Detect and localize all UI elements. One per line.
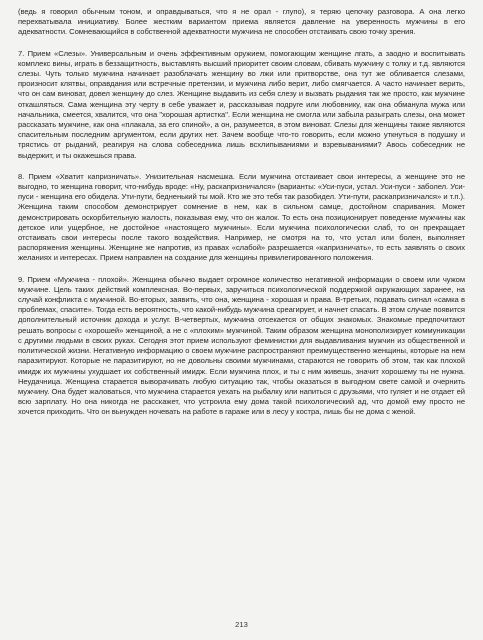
page-number: 213 <box>235 620 248 629</box>
paragraph-man-is-bad: 9. Прием «Мужчина - плохой». Женщина обычно выдает огромное количество негативной информации о своем или чужом мужчине. Цель таких действий комплексная. Во-первых, заручиться психологической поддержкой окружающих заранее, на случай конфликта с мужчиной. Во-вторых, заявить, что она, женщина - хорошая и права. В-третьих, подавать сигнал «самка в проблемах, спасите». Тогда есть вероятность, что какой-нибудь мужчина среагирует, и начнет спасать. В этом случае появится дополнительный источник дохода и услуг. В-четвертых, мужчина отсекается от общих знакомых. Знакомые предпочитают решать вопросы с «хорошей» женщиной, а не с «плохим» мужчиной. Таким образом женщина монополизирует коммуникации с другими людьми в своих руках. Сегодня этот прием используют феминистки для выдавливания мужчин из общественной и политической жизни. Негативную информацию о своем мужчине распространяют преимущественно женщины, которые на нем паразитируют. Которые не паразитируют, но не довольны своими мужчинами, стараются не говорить об этом, так как плохой имидж их мужчины ухудшает их собственный имидж. Если мужчина плох, и ты с ним живешь, значит хорошему ты не нужна. Неудачница. Женщина старается выворачивать любую ситуацию так, чтобы оказаться в выгодном свете самой и очернить мужчину. Она будет жаловаться, что мужчина старается уехать на рыбалку или напиться с друзьями, что гуляет и не отдает ей всю зарплату. Но она никогда не расскажет, что устроила ему дома такой психологический ад, что домой ему просто не хочется приходить. Что он вынужден ночевать на работе в гараже или в лесу у костра, лишь бы не дома с женой. <box>18 274 465 417</box>
paragraph-stop-whining: 8. Прием «Хватит капризничать». Унизительная насмешка. Если мужчина отстаивает свои интересы, а женщине это не выгодно, то женщина говорит, что-нибудь вроде: «Ну, раскапризничался» (варианты: «Уси-пуси, устал. Уси-пуси - заболел. Уси-пуси - женщина его обидела. Ути-пути, бедненький ты мой. Кто же это тебя так разобидел. Ути-пути, раскапризничался» и т.п.). Женщина таким способом демонстрирует сомнение в нем, как в сильном самце, достойном спаривания. Может демонстрировать оскорбительную жалость, показывая ему, что он жалок. То есть она позиционирует поведение мужчины как детское или ущербное, не достойное «настоящего мужчины». Если мужчина психологически слаб, то он прекращает отстаивать свои интересы после такого воздействия. Например, не смотря на то, что устал или болен, выполняет распоряжения женщины. Женщине же напротив, из правах «слабой» разрешается «капризничать», то есть заявлять о своих желаниях и интересах. Прием направлен на создание для женщины привилегированного положения. <box>18 171 465 263</box>
paragraph-continuation: (ведь я говорил обычным тоном, и оправдываться, что я не орал - глупо), я теряю цепочку разговора. А она легко перехватывала инициативу. Более жестким вариантом приема является давление на уверенность мужчины в его адекватности. Сомневающийся в собственной адекватности мужчина не способен отстаивать свою точку зрения. <box>18 7 465 37</box>
paragraph-gap <box>18 161 465 172</box>
paragraph-gap <box>18 38 465 49</box>
paragraph-gap <box>18 264 465 275</box>
paragraph-tears: 7. Прием «Слезы». Универсальным и очень эффективным оружием, помогающим женщине лгать, а заодно и воспитывать комплекс вины, играть в беззащитность, выставлять высший приоритет своим словам, сбивать мужчину с толку и т.д. являются слезы. Чуть только мужчина начинает разоблачать женщину во лжи или притворстве, она тут же обливается слезами, произносит клятвы, оправдания или встречные претензии, и мужчина либо верит, либо смягчается. А часто начинает верить, что он сам виноват, довел женщину до слез. Женщине выдавить из себя слезу и вызвать рыдания так же просто, как мужчине откашляться. Сама женщина эту черту в себе уважает и, рассказывая подруге или любовнику, как она обманула мужа или начальника, смеется, хвалится, что она "хорошая артистка". Если женщина не смогла или забыла разыграть слезы, она может рассказать мужчине, как она «плакала, за его спиной», а он, разумеется, в этом виноват. Слезы для женщины также являются спасительным последним аргументом, если других нет. Зачем вообще что-то говорить, если можно уткнуться в подушку и трястись от рыданий, реагируя на слова собеседника лишь всхлипываниями и взревываниями? Авось собеседник не выдержит, и ты окажешься права. <box>18 48 465 160</box>
